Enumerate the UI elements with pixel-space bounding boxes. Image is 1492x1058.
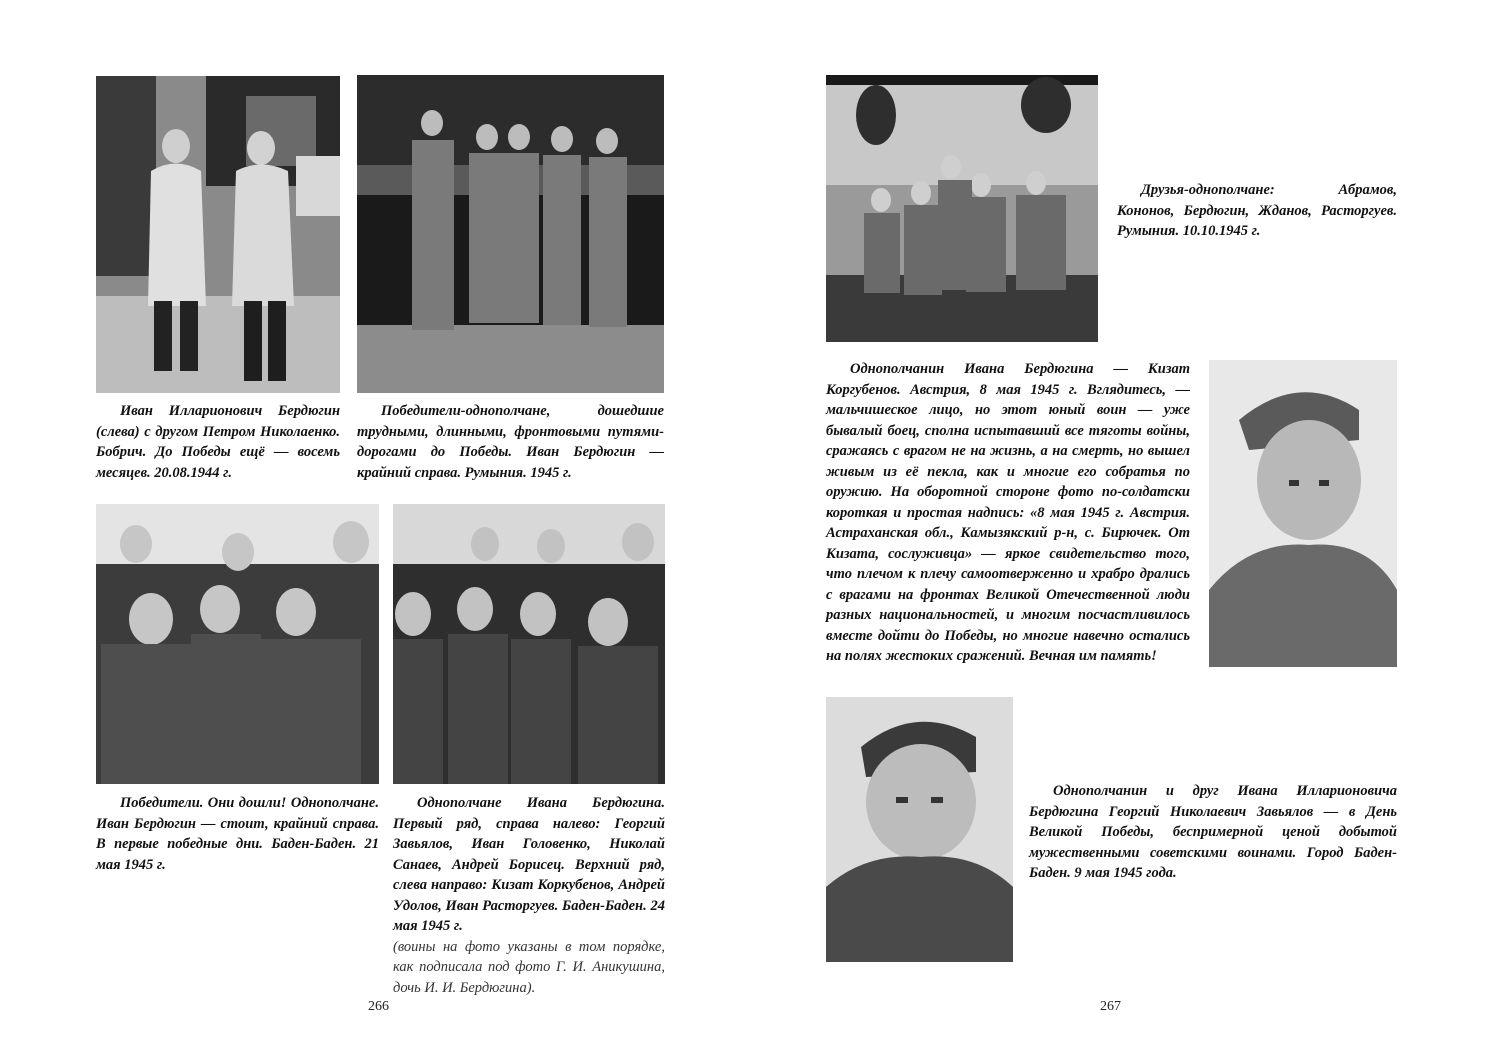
caption-victors-romania: Победители-однополчане, дошедшие трудными, длинными, фронтовыми путями-дорогами до Победы. Иван Бердюгин — крайний справа. Румыния. 1945 г.: [357, 403, 664, 481]
photo-regiment-baden-image: [393, 504, 665, 784]
photo-friends-romania: [826, 75, 1098, 342]
photo-georgiy-zavyalov: [826, 697, 1013, 962]
photo-regiment-baden: [393, 504, 665, 784]
caption-regiment-baden-note: (воины на фото указаны в том порядке, как подписала под фото Г. И. Аникушина, дочь И. И. Бердюгина).: [393, 938, 665, 996]
caption-regiment-baden: [393, 793, 665, 998]
page-number-left: 266: [368, 999, 389, 1014]
caption-victors-baden: Победители. Они дошли! Однополчане. Иван Бердюгин — стоит, крайний справа. В первые победные дни. Баден-Баден. 21 мая 1945 г.: [96, 795, 379, 873]
photo-berdyugin-nikolaenko-image: [96, 76, 340, 393]
photo-victors-baden-image: [96, 504, 379, 784]
photo-victors-romania-image: [357, 75, 664, 393]
photo-victors-romania: [357, 75, 664, 393]
caption-friends-romania: Друзья-однополчане: Абрамов, Кононов, Бердюгин, Жданов, Расторгуев. Румыния. 10.10.1945 г.: [1117, 182, 1397, 239]
photo-kizat-korgubenov-image: [1209, 360, 1397, 667]
caption-korgubenov: Однополчанин Ивана Бердюгина — Кизат Коргубенов. Австрия, 8 мая 1945 г. Вглядитесь, — мальчишеское лицо, но этот юный воин — уже бывалый боец, сполна испытавший все тяготы войны, сражаясь с врагом не на жизнь, а на смерть, но вышел живым из её пекла, как и многие его собратья по оружию. На оборотной стороне фото по-солдатски короткая и простая надпись: «8 мая 1945 г. Австрия. Астраханская обл., Камызякский р-н, с. Бирючек. От Кизата, сослуживца» — яркое свидетельство того, что плечом к плечу самоотверженно и храбро дрались с врагами на фронтах Великой Отечественной люди разных национальностей, и многим посчастливилось вместе дойти до Победы, но многие навечно остались на полях жестоких сражений. Вечная им память!: [826, 361, 1190, 664]
photo-victors-baden: [96, 504, 379, 784]
caption-berdyugin-nikolaenko: Иван Илларионович Бердюгин (слева) с другом Петром Николаенко. Бобрич. До Победы ещё — восемь месяцев. 20.08.1944 г.: [96, 403, 340, 481]
caption-regiment-baden-main: Однополчане Ивана Бердюгина. Первый ряд, справа налево: Георгий Завьялов, Иван Головенко, Николай Санаев, Андрей Борисец. Верхний ряд, слева направо: Кизат Коркубенов, Андрей Удолов, Иван Расторгуев. Баден-Баден. 24 мая 1945 г.: [393, 795, 665, 934]
caption-zavyalov: Однополчанин и друг Ивана Илларионовича Бердюгина Георгий Николаевич Завьялов — в День Великой Победы, беспримерной ценой добытой мужественными советскими воинами. Город Баден-Баден. 9 мая 1945 года.: [1029, 783, 1397, 881]
page-number-right: 267: [1100, 999, 1121, 1014]
photo-berdyugin-nikolaenko: [96, 76, 340, 393]
photo-kizat-korgubenov: [1209, 360, 1397, 667]
photo-georgiy-zavyalov-image: [826, 697, 1013, 962]
photo-friends-romania-image: [826, 75, 1098, 342]
